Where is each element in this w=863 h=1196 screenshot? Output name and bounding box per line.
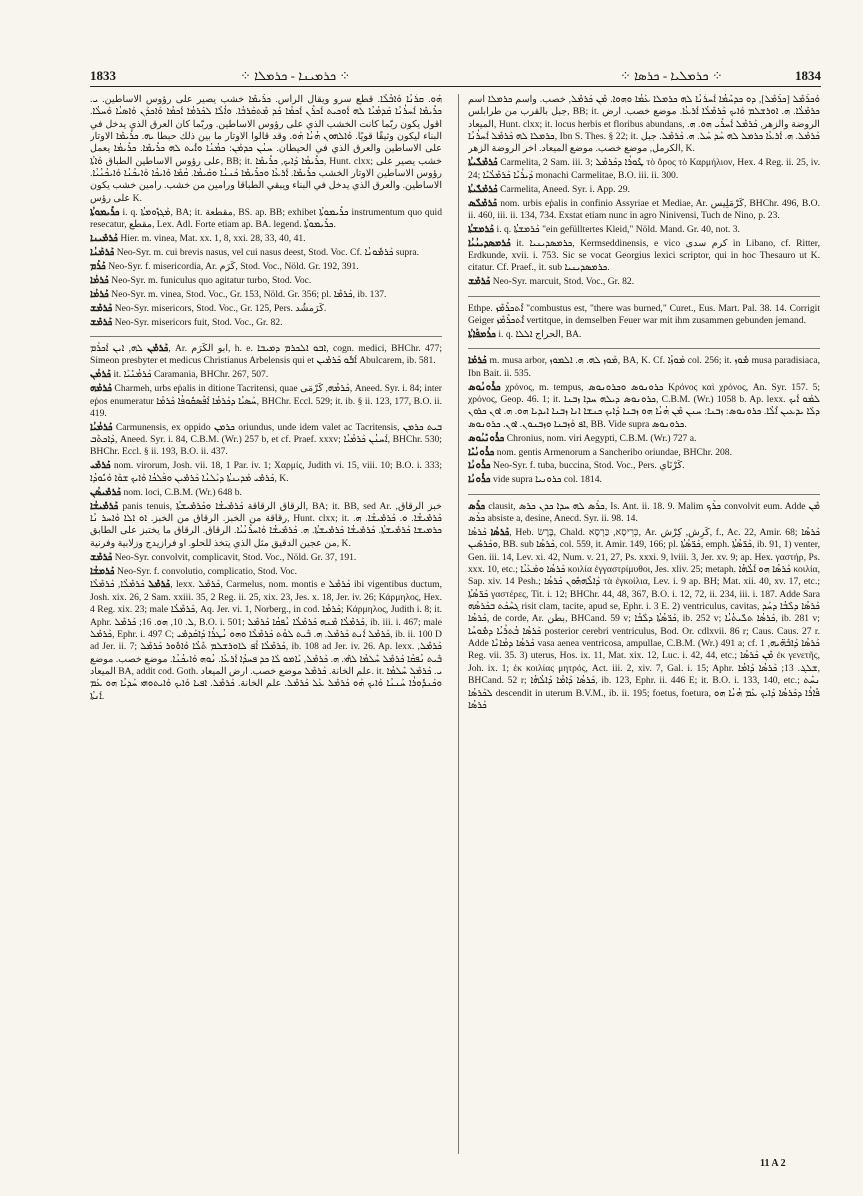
entry-headword: ܟܰܪܡܺܢ [147, 342, 169, 354]
entry-headword: ܟܰܪܡܶܠܺܝܬܳܐ [468, 157, 498, 169]
section-separator [468, 296, 820, 297]
entry-text: i. q. ܟܰܪܡܫܬܳܐ "ein gefülltertes Kleid," Nöld. Mand. Gr. 40, not. 3. [496, 223, 740, 235]
dictionary-entry [90, 501, 442, 550]
entry-text: Neo-Syr. m. funiculus quo agitatur turbo, Stod. Voc. [111, 274, 312, 286]
dictionary-entry [90, 207, 442, 232]
dictionary-entry [90, 261, 442, 273]
dictionary-entry [90, 422, 442, 459]
entry-text: ܟܰܪܣܳܐ, Heb. בֶּרֶשׂ, Chald. כְּרֵיסָא, כַּרְסָא, Ar. كَرِش, كِرْش, f., Ac. 22, Amir. 68; ܟܰܪܣܳܐ ܘܟܰܪܣܺܝܢ, BB. sub ܟܰܪܣܳܐ, col. 559, it. Amir. 149, 166; pl. ܟܰܪ̈ܣܳܬܳܐ, emph. ܟܰܪ̈ܣܳܬܳܐ, ib. 91, 1) venter, Gen. iii. 14, Lev. xi. 42, Num. v. 21, 27, Ps. xxxi. 9, lviii. 3, Jer. xv. 9; ap. Hex. γαστήρ, Ps. xxx. 10, etc.; ܟܰܪܣܳܐ ܘܡܰܥܰܝܳܐ κοιλία ἐγγαστρίμυθοι, Jes. xliv. 25; metaph. ܟܰܪܣܳܐ ܗܘ ܐܰܠܳܗܳܐ κοιλία, Sap. xiv. 14 Pesh.; ܕܰܐܠܳܗܗܽܘܢ ܟܰܪܣܳܐ τὰ ἐγκοίλια, Lev. i. 9 ap. BH; Mat. xii. 40, xv. 17, etc.; ܟܰܪ̈ܣܳܬܳܐ γαστέρες, Tit. i. 12; BHChr. 44, 48, 367, B.O. i. 12, 72, ii. 234, iii. i. 187. Adde Sara ܓܚܶܟܰܬ ܒܟܰܪܣܳܗ risit clam, tacite, apud se, Ephr. i. 3 E. 2) ventriculus, cavitas, ܟܰܪܣܳܐ ܕܠܶܒܳܐ ܕܚܰܕ ܟܰܪܣܳܐ, de corde, Ar. بطن, BHCand. 59 v; ܟܰܪ̈ܣܳܬܳܐ ܕܠܶܒܳܐ, ib. 252 v; ܟܰܪܣܳܐ ܬܠܺܝܬܳܝܳܐ, ib. 281 v; ܟܰܪܣܳܐ ܒܳܬܪܳܝܳܐ ܕܡܽܘܚܳܐ posterior cerebri ventriculus, Bod. Or. cdlxvii. 86 r; Caus. Caus. 27 r. Adde ܟܰܪܣܳܐ ܕܡܳܐܢܶܐ vasa aenea ventricosa, ampullae, C.B.M. (Wr.) 491 a; cf. ܟܰܪܣܳܐ ܕܰܐܒܶܗ̈ܝܗ, 1 Reg. vii. 35. 3) uterus, Hos. ix. 11, Mat. xix. 12, Luc. i. 42, 44, etc.; ܡܶܢ ܟܰܪܣܳܐ ἐκ γενετῆς, Joh. ix. 1; ἐκ κοιλίας μητρός, Act. iii. 2, xiv. 7, Gal. i. 15; Aphr. ܫܠܓ. 13; ܟܰܪܣܳܐ ܕܰܐܡܳܐ, BHCand. 52 r; ܟܰܪܣܳܐ ܕܰܐܡܳܐ ܕܰܐܠܳܗܳܐ, ib. 123, Ephr. ii. 446 E; it. B.O. i. 133, 140, etc.; ܢܚܶܬ ܠܟܰܪܣܳܐ descendit in uterum B.V.M., ib. ii. 195; foetus, foetura, ܦܺܐܪܳܐ ܕܟܰܪܣܳܐ ܕܰܐܝܟ ܥܰܡ ܗܳܢܳܐ ܗܘ ܟܰܪܣܳܐ [468, 527, 820, 711]
dictionary-entry [90, 552, 442, 564]
entry-headword: ܟܰܪܡܶܫ [90, 302, 113, 314]
dictionary-entry [468, 157, 820, 182]
dictionary-entry [468, 474, 820, 486]
entry-text: ܠܗ, ܐܝܢ ܐܰܟܪܰܡ, Ar. ابو الكَرَم, h. e. ܐܒܘ ܐܠܟܪܡ ܕܡܝܒܐ, cogn. medici, BHChr. 477; Simeon presbyter et medicus Christianus Arbelensis qui et ܐܰܒܽܘ ܟܰܪܡܺܝܢ Abulcarem, ib. 581. [90, 342, 442, 367]
dictionary-entry [90, 460, 442, 485]
entry-text: Neo-Syr. m. cui brevis nasus, vel cui nasus deest, Stod. Voc. Cf. ܟܰܪܡܽܘܢܳܐ supra. [116, 246, 420, 258]
entry-headword: ܟܰܪܡܰܐ [468, 355, 487, 367]
entry-headword: ܟܰܪܡܳܝܳܐ [90, 421, 113, 433]
entry-headword: ܟܰܪܡܺܝܫܳܐ [90, 500, 119, 512]
entry-headword: ܟܪܽܘܢܳܐ [468, 474, 491, 486]
entry-headword: ܟܰܪܰܡ [90, 260, 106, 272]
entry-headword: ܟܪܽܘܢܳܝܶܐ [468, 446, 495, 458]
entry-text: Hier. m. vinea, Mat. xx. 1, 8, xxi. 28, 33, 40, 41. [120, 232, 306, 244]
dictionary-entry [90, 369, 442, 381]
entry-text: Ethpe. ܐܶܬܟܪܶܡܶܙ "combustus est, "there was burned," Curet., Eus. Mart. Pal. 38. 14. Corrigit Geiger ܐܶܬܟܪܶܡܶܙ vertitque, in demselben Feuer war mit ihm zusammen gebunden jemand. [468, 302, 820, 327]
dictionary-entry [468, 238, 820, 275]
entry-text: nom. urbis eṗalis in confinio Assyriae et Mediae, Ar. كَرْمَلِيس, BHChr. 496, B.O. ii. 460, iii. ii. 134, 734. Exstat etiam nunc in agro Ninivensi, Tuch de Nino, p. 23. [468, 197, 820, 221]
entry-text: nom. loci, C.B.M. (Wr.) 648 b. [123, 486, 242, 498]
dictionary-entry [90, 303, 442, 315]
signature-mark: 11 A 2 [760, 1158, 786, 1169]
entry-text: Carmelita, Aneed. Syr. i. App. 29. [500, 183, 630, 195]
dictionary-entry [468, 94, 820, 156]
entry-headword: ܟܰܪܡܶܫ [468, 276, 491, 288]
entry-text: it. ܟܰܪܡܳܢܺܝܰܐ Caramania, BHChr. 267, 507. [113, 369, 269, 381]
entry-headword: ܟܰܪܡܶܫ [90, 551, 113, 563]
entry-headword: ܟܰܪܡܳܐ [90, 288, 109, 300]
entry-text: it. ܟܪܡܣܕܝܢܝܐ, Kermseddinensis, e vico كرم سدى in Libano, cf. Ritter, Erdkunde, xvii. i. 753. Sic se vocat Georgius lexici scriptor, qui in hoc Thesauro ut K. citatur. Cf. Praef., it. sub ܟܪܡܣܕܝܢܝܐ. [468, 237, 820, 274]
columns [90, 94, 820, 1154]
entry-headword: ܟܰܪܡܳܢ [90, 369, 112, 381]
dictionary-entry [468, 382, 820, 431]
dictionary-entry [90, 247, 442, 259]
entry-text: Neo-Syr. f. tuba, buccina, Stod. Voc., Pers. كَرْنَاي. [493, 460, 685, 472]
dictionary-entry [468, 355, 820, 380]
entry-headword: ܟܰܪܡܶܠ [148, 579, 171, 591]
entry-text: ܟܰܪܡܶܠܳܐ, ܟܰܪܡܶܠܳܐ, lexx. ܟܰܪܡܶܠ, Carmelus, nom. montis e ܟܰܪܡܶܠ ibi vigentibus ductum, Josh. xix. 26, 2 Sam. xxiii. 35, 2 Reg. ii. 25, xix. 23, Jes. x. 18, Jer. iv. 26; Κάρμηλος, Hex. 4 Reg. xix. 23; male ܟܰܪܡܶܠܳܐ, Aq. Jer. vi. 1, Norberg., in cod. ܟܰܪܡܳܐ; Κάρμηλος, Judith i. 8; it. Aphr. ܠ. 10, ܗܘ. 16; ܟܰܪܡܶܠ, B.O. i. 501; ܟܰܪܡܶܠܳܐ ܡܶܢܗ ܟܰܪܡܶܠܳܐ ܢܳܦܩܳܐ ܟܰܪܡܶܠ, ib. iii. i. 467; male ܟܰܪܡܶܠ, Ephr. i. 497 C; ܟܰܪܡܶܠ ܐܰܢܬ ܟܰܪܡܶܠ. ܗ. ܒܶܝܬ ܠܘܳܬ ܟܰܪܡܶܠܳܐ ܘܗܘ ܢܳܛܪܳܐ ܕܰܐܩܰܕܡܺܝ, ib. ii. 100 D ad Jer. ii. 7; ܟܰܪܡܶܠܳܐ ܐܳܦ ܠܐܘܪܫܠܡ ܬܶܠܳܐ ܘܰܐܘܽܘܪ ܟܰܪܡܶܠ, ib. 108 ad Jer. iv. 26. Ap. lexx. ܟܰܪܡܶܠ, ܒܶܝܬ ܢܳܦܩܳܐ ܟܰܪܡܶܠ ܚܶܠܡܳܐ ܠܗܶܝ. ܗ. ܟܰܪܡܶܠ, ܝܰܐܡܘ ܠܰܐ ܟܕ ܦܚܕܳܐ ܐܰܪܥܳܐ. ܢܳܘܗ ܘܰܐܝܟܳܢܳܐ. موضع خصب. موضع الميعاد BA, addit cod. Goth. علم الخانة. ܟܰܪܡܶܠ موضع خصب. ارض الميعاد. it. ܝ. ܟܰܪܡܶܠ ܚܶܠܡܳܐ ܘܟܰܢܕܽܘܪܳܐ ܚܰܢܢܳܐ ܘܰܐܝܟ ܗܰܘ ܟܰܪܡܶܠ ܥܰܠ ܟܰܪܡܶܠ. علم الخانة. ܟܰܪܡܶܠ. ܐܦܝܐ ܘܰܐܝܟ ܘܰܐܝܬܘܗܝ ܚܰܕܝܳܐ ܗܘ ܥܰܡ ܐܰܢܬܳܐ. [90, 579, 442, 702]
entry-text: Neo-Syr. f. convolutio, complicatio, Stod. Voc. [117, 565, 298, 577]
column-left [90, 94, 442, 1154]
entry-headword: ܟܪܽܘܢܺܝܳܘܣ [468, 432, 505, 444]
entry-text: ܗܰܘ. ܩܪܳܢܳܐ ܘܰܐܒܳܠܳܐ. قطع سرو ويقال الرأس. ܟܪܺܝܡܶܐ خشب يصير على رؤوس الاساطين. ܝ. ܟܪܺܝܡܶܐ ܐܰܚܪܳܢܳܐ ܩܰܕܡܳܝܳܐ ܠܗ ܐܰܘܟܝܬ ܐܰܟܪܶܢ ܐܰܟܡܳܐ ܟܰܕ ܡܶܬܩܰܪܒܳܐ. ܘܐܳܠܳܐ ܠܟܰܪܡܳܐ ܐܰܟܡܳܐ ܘܰܐܟܕܰܢ ܘܰܐܣܝܳܐ ܘܰܚܠܳܐ. اقول يكون ربّما كانت الخشب الذي على رؤوس الاساطين. وربّما كان العرق الذي يدخل في البناء ليكون وثيقًا قويًا. ܘܰܐܠܗܘܢ ܗܳܢܳܐ ܗܰܘ. وقد قالوا الاوتار ما بين ذلك حبطا ܝܗ. ܟܪܺܝܡܶܐ الاوتار على الاساطين والعرق الذي في الحيطان. ܚܢܳܢ ܟܕܡܰܢ: ܟܡܳܢܳܐ ܘܐܺܝܬ ܠܗ ܟܪܺܝܡܶܐ. ܟܪܺܝܡܳܐ يعمل على رؤوس الاساطين الطباق ܘܰܐܬܳܐ, BB; it. ܟܪܺܝܡܳܐ ܕܰܐܝܟ, ܟܪܺܝܡܶܐ, Hunt. clxx; خشب يصير على رؤوس الاساطين الاوتار الخشب ܟܪܺܝܡܶܐ. ܐܰܪܥܳܐ ܘܟܪܺܝܡܶܐ ܟܰܢܢܳܐ ܘܩܰܝܡܳܐ. ܩܳܡܶܐ ܘܰܐܝܟܳܐ ܘܰܐܝܟܳܢܳܐ ܘܰܐܝܟܳܢܳܝܳܐ. الاساطين. والعرق الذي يدخل في البناء ويبقي الطباقا ورامين من خشب. رامين خشب يكون على رؤس K. [90, 94, 442, 204]
entry-text: vide supra ܟܪܘܢܝܐ col. 1814. [493, 474, 602, 486]
dictionary-entry [90, 343, 442, 368]
entry-headword: ܟܰܪܡܺܝ [90, 460, 111, 472]
entry-headword: ܟܪܺܝܡܘܬܳܐ [90, 206, 120, 218]
entry-text: i. q. الحراج ܐܠܠܐ, BA. [498, 329, 582, 340]
entry-text: Carmunensis, ex oppido ܟܪܡܢ oriundus, unde idem valet ac Tacritensis, ܒܝܬ ܟܪܡܢ ܕܰܐܟܬܶܒ, Aneed. Syr. i. 84, C.B.M. (Wr.) 257 b, et cf. Praef. xxxv; ܐܰܚܢܳܢ ܟܰܪܡܳܝܳܐ, BHChr. 530; BHChr. Eccl. § ii. 193, B.O. ii. 437. [90, 421, 442, 458]
entry-text: Neo-Syr. f. misericordia, Ar. كَرَم, Stod. Voc., Nöld. Gr. 192, 391. [108, 260, 359, 272]
running-head-left: ⁘ ܟܪܡܝܢܐ - ܟܪܡܠܐ ⁘ [240, 68, 351, 83]
dictionary-entry [468, 303, 820, 328]
entry-text: nom. gentis Armenorum a Sancheribo oriundae, BHChr. 208. [496, 446, 732, 458]
section-separator [90, 336, 442, 337]
entry-headword: ܟܰܪܡܰܗ [90, 383, 112, 395]
header-rule [90, 86, 821, 87]
entry-text: Carmelita, 2 Sam. iii. 3; ܛܽܘܪܳܐ ܕܟܰܪܡܶܠ τὸ ὄρος τὸ Καρμήλιον, Hex. 4 Reg. ii. 25, iv. 24; ܕܰܝܪܳܝܶܐ ܟܰܪܡܶܠܳܝܶܐ monachi Carmelitae, B.O. iii. ii. 300. [468, 157, 820, 181]
dictionary-entry [90, 383, 442, 420]
dictionary-entry [468, 198, 820, 223]
entry-text: Neo-Syr. m. vinea, Stod. Voc., Gr. 153, Nöld. Gr. 356; pl. ܟܰܪܡܶܐ, ib. 137. [111, 288, 387, 300]
entry-text: panis tenuis, الرقاق الرقاقة ܟܰܪܡܺܝܫܳܐ ܘܟܰܪܡܺܝܫܬܳܐ, BA; it. BB, sed Ar. خبز الرقاق, رقاقة من الخبز. الرقاق من الخبز. ܐܘ ܐܠܐ ܘܰܐܚܪ ܢܳܐ, Hunt. clxx; it. ܟܰܪܡܺܝܫܳܐ. ܘ. ܟܰܪܡܺܝܫܳܐ. ܗ. ܟܪܡܝܫܐ ܟܰܪܡܺܝܫܬܳܐ. ܟܰܪܡܺܝܫܳܐ ܟܰܪܡܺܝܫܬܳܐ. ܗ. ܟܰܪܡܺܝܫܳܐ ܘܰܐܚܪܶܢܳܝܳܐ. الرقاق. الرقاق ما يختبز على الطابق من عجين الدقيق مثل الذي يتخذ للحلو. او فرازيدج وزلابية وفرنية, K. [90, 500, 442, 549]
dictionary-entry [468, 184, 820, 196]
dictionary-entry [90, 566, 442, 578]
section-separator [468, 494, 820, 495]
entry-headword: ܟܰܪܡܫܳܐ [90, 565, 115, 577]
entry-text: Neo-Syr. misericors, Stod. Voc., Gr. 125, Pers. كَرَمشُد. [114, 302, 327, 314]
section-separator [468, 348, 820, 349]
dictionary-entry [468, 433, 820, 445]
entry-headword: ܟܰܪܡܺܝܣܳܢ [90, 486, 122, 498]
dictionary-entry [90, 317, 442, 329]
entry-headword: ܟܪܳܡܦܰܐܬܳܐ [468, 329, 496, 340]
entry-headword: ܟܰܪܡܺܝܢܐ [90, 232, 118, 244]
dictionary-entry [468, 501, 820, 526]
dictionary-entry [468, 329, 820, 341]
dictionary-entry [468, 276, 820, 288]
entry-headword: ܟܰܪܣܳܐ [490, 527, 510, 539]
entry-text: Neo-Syr. convolvit, complicavit, Stod. Voc., Nöld. Gr. 37, 191. [114, 551, 357, 563]
entry-headword: ܟܰܪܡܶܠܶܣ [468, 197, 498, 209]
dictionary-entry [468, 447, 820, 459]
entry-text: m. musa arbor, ܡܰܘܙ ܠܗ. ܗ. ܐܠܡܘܙ, BA, K. Cf. ܡܰܘܙܳܐ col. 256; it. ܡܽܘܙ musa paradisiaca, Ibn Bait. ii. 535. [468, 355, 820, 379]
dictionary-entry [468, 460, 820, 472]
entry-text: Charmeh, urbs eṗalis in ditione Tacritensi, quae ܟܰܪܡܳܗ, كَرْمَى, Aneed. Syr. i. 84; inter eṗos enumeratur ܚܰܣܝܳܐ ܕܟܰܪܡܳܐ ܐܰܦܶܣܩܽܘܦܳܐ ܟܰܪܡܳܐ, BHChr. Eccl. 529; it. ib. § ii. 123, 177, B.O. ii. 419. [90, 383, 442, 419]
entry-headword: ܟܰܪܡܶܫ [90, 316, 113, 328]
entry-text: Chronius, nom. viri Aegypti, C.B.M. (Wr.) 727 a. [506, 432, 697, 444]
running-head-right: ⁘ ܟܪܡܠܝܐ - ܟܪܣܐ ⁘ [620, 68, 723, 83]
entry-text: nom. virorum, Josh. vii. 18, 1 Par. iv. 1; Χαρμίς, Judith vi. 15, viii. 10; B.O. i. 333; ܟܰܪܡܺܝ ܡܰܕܝܢܬܳܐ ܕܝܰܠܢܳܐ ܟܰܪܡܺܝܢ ܘܦܰܠܟܳܐ ܘܰܐܝܟ ܫܘܰܐ ܘܰܝܽܘܕܳܐ, K. [90, 460, 442, 484]
entry-headword: ܟܰܪܡܫܬܳܐ [468, 223, 495, 235]
entry-headword: ܟܰܪܡܶܠܺܝܬܳܐ [468, 183, 498, 195]
dictionary-entry [90, 275, 442, 287]
entry-headword: ܟܰܪܡܰܢܳܐ [90, 246, 115, 258]
dictionary-entry [90, 289, 442, 301]
entry-text: Neo-Syr. misericors fuit, Stod. Voc., Gr. 82. [114, 316, 283, 328]
entry-text: χρόνος, m. tempus, ܟܪܘܢܘܣ ܘܟܪܘܢܘܣ Κρόνος καὶ χρόνος, An. Syr. 157. 5; χρόνος, Geop. 46. 1; it. ܟܪܘܢܘܣ ܕܝܠܗ ܚܕܐ ܙܒܢܐ, C.B.M. (Wr.) 1058 b. Ap. lexx. ܠܡܰܘ ܐܰܝܟ ܕܠܰܐ ܝܕܥܝܢ ܐܶܠܳܐ. ܟܪܘܢܘܣ: ܙܒܢܐ: ܚܢܢ ܡܶܢ ܗܳܢܳܐ ܗܘ ܙܒܢܐ ܕܰܐܝܟ ܟܢܫܐ ܐܢܐ ܙܒܢܐ ܐܝܕܝܐ ܗܘ. ܗ. ܐܘܢ ܟܪܘܢ ܐܦ ܘܰܙܒܢܐ ܘܙܒܢܘܢ. ܐܘܢ. ܟܪܘܢܘܣ, BB. Vide supra ܟܪܘܢܘܣ. [468, 381, 820, 430]
entry-text: Neo-Syr. marcuit, Stod. Voc., Gr. 82. [492, 276, 635, 288]
page-number-right: 1834 [795, 68, 821, 83]
entry-headword: ܟܪܽܘܢܳܘܣ [468, 381, 501, 393]
entry-text: ܘܰܟܪܶܡܶܠ [ܟܪܶܡܶܠ], ܕܘ ܟܕܚܶܡܳܐ ܐܰܚܪܳܢܳܐ ܠܗ ܟܪܡܠܐ ܥܰܡܳܐ ܘܗܘܐ. ܡܶܢ ܟܰܪܡܶܠ, خصب. واسم ܟܪܡܠܐ اسم جبل بالقرب من طرابلس, BB; it. ܟܪܡܶܠܳܐ. ܗ. ܐܘܪܫܠܡ ܘܰܐܝܟ ܟܰܪܡܶܠܳܐ ܐܰܪܥܳܐ. موضع خصب. ارض الميعاد, Hunt. clxx; it. locus herbis et floribus abundans, الروضة والزهر, ܟܰܪܡܶܠ ܐܰܚܪܺܝ ܗܘ. ܗ. ܟܪܡܠܐ ܠܗ ܟܰܪܡܶܠ ܐܰܚܪܳܢܳܐ, Ibn S. Thes. § 22; it. ܟܰܪܡܶܠ. ܗ. ܐܰܪܥܳܐ ܟܪܡܠ ܠܗ ܚܰܕ ܚܰܠ. ܗ. ܟܰܪܡܶܠ. جبل الكرمل, موضع خصب. موضع الميعاد. اخر الروضة الزهر, K. [468, 94, 820, 155]
dictionary-entry [468, 527, 820, 712]
entry-text: clausit, ܟܪܰܣ ܠܗ ܚܕܐ ܟܕܢ ܟܪܣ, Is. Ant. ii. 18. 9. Malim ܟܪܰܟ convolvit eum. Adde ܡܶܢ ܟܪܰܣ absiste a, desine, Anecd. Syr. ii. 98. 14. [468, 500, 820, 525]
entry-headword: ܟܰܪܡܣܕܝܢܳܝܳܐ [468, 237, 511, 249]
entry-headword: ܟܰܪܡܳܐ [90, 274, 109, 286]
entry-text: i. q. ܡܰܓܙܽܘܡܬܳܐ, BA; it. مقطعة, BS. ap. BB; exhibet ܟܪܺܝܡܘܬܳܐ instrumentum quo quid resecatur, مقطع, Lex. Adl. Forte etiam ap. BA. legend. ܟܪܺܝܡܘܬܳܐ. [90, 206, 442, 231]
dictionary-entry [90, 233, 442, 245]
dictionary-entry [90, 94, 442, 205]
page-number-left: 1833 [90, 68, 116, 83]
dictionary-entry [90, 579, 442, 702]
column-right [468, 94, 820, 1154]
entry-headword: ܟܪܽܘܢܳܐ [468, 460, 491, 472]
dictionary-entry [90, 487, 442, 499]
entry-headword: ܟܪܰܣ [468, 500, 486, 512]
dictionary-entry [468, 224, 820, 236]
